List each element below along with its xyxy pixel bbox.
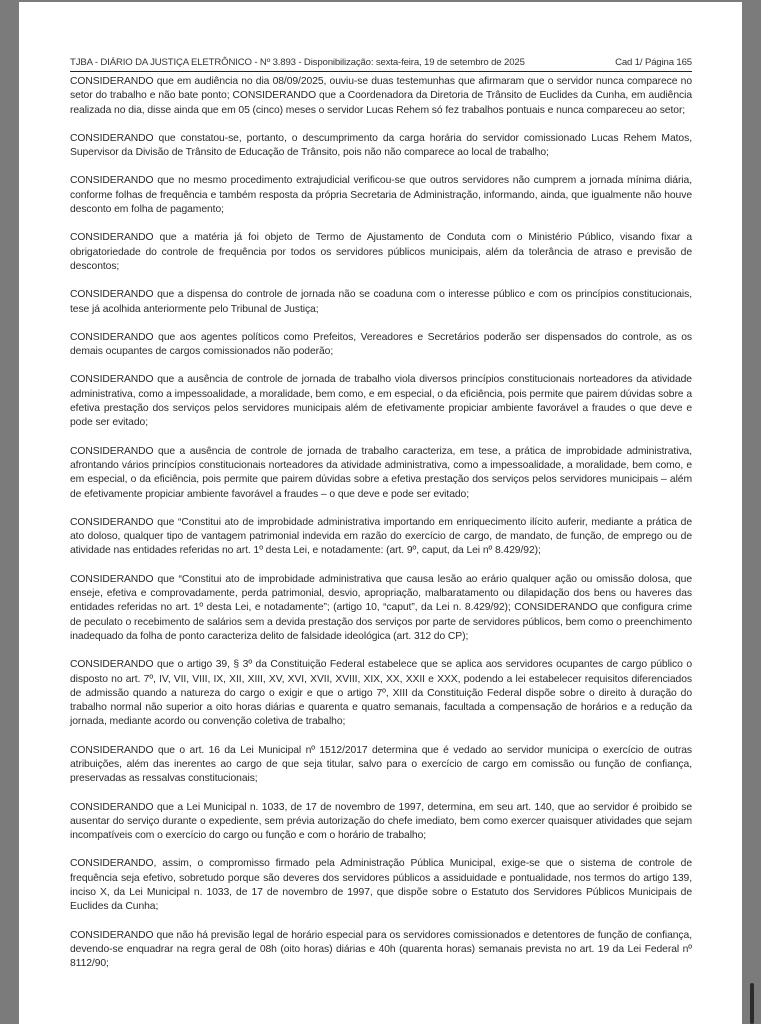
- paragraph: CONSIDERANDO que a dispensa do controle de jornada não se coaduna com o interesse público e com os princípios constitucionais, tese já acolhida anteriormente pelo Tribunal de Justiça;: [70, 289, 692, 315]
- paragraph: CONSIDERANDO que “Constitui ato de improbidade administrativa importando em enriquecimento ilícito auferir, mediante a prática de ato doloso, qualquer tipo de vantagem patrimonial indevida em razão do exercício de cargo, de mandato, de função, de emprego ou de atividade nas entidades referidas no art. 1º desta Lei, e notadamente: (art. 9º, caput, da Lei nº 8.429/92);: [70, 516, 692, 557]
- page-header: [70, 55, 692, 72]
- paragraph: CONSIDERANDO, assim, o compromisso firmado pela Administração Pública Municipal, exige-se que o sistema de controle de frequência seja efetivo, sobretudo porque são deveres dos servidores públicos a assiduidade e pontualidade, nos termos do artigo 139, inciso X, da Lei Municipal n. 1033, de 17 de novembro de 1997, que dispõe sobre o Estatuto dos Servidores Públicos Municipais de Euclides da Cunha;: [70, 858, 692, 913]
- paragraph: CONSIDERANDO que a ausência de controle de jornada de trabalho caracteriza, em tese, a prática de improbidade administrativa, afrontando vários princípios constitucionais norteadores da atividade administrativa, como a impessoalidade, a moralidade, bem como, e em especial, o da eficiência, pois permite que pairem dúvidas sobre a efetiva prestação dos serviços pelos servidores municipais – além de efetivamente propiciar ambiente favorável a fraudes – o que deve e pode ser evitado;: [70, 445, 692, 500]
- paragraph: CONSIDERANDO que no mesmo procedimento extrajudicial verificou-se que outros servidores não cumprem a jornada mínima diária, conforme folhas de frequência e também resposta da própria Secretaria de Administração, informando, ainda, que igualmente não houve desconto em folha de pagamento;: [70, 175, 692, 216]
- scrollbar-thumb[interactable]: [750, 983, 754, 1024]
- paragraph: CONSIDERANDO que o art. 16 da Lei Municipal nº 1512/2017 determina que é vedado ao servidor municipa o exercício de outras atribuições, além das inerentes ao cargo de que seja titular, salvo para o exercício de cargo em comissão ou função de confiança, preservadas as ressalvas constitucionais;: [70, 744, 692, 785]
- vertical-scrollbar[interactable]: [746, 0, 761, 1024]
- paragraph: CONSIDERANDO que constatou-se, portanto, o descumprimento da carga horária do servidor comissionado Lucas Rehem Matos, Supervisor da Divisão de Trânsito de Educação de Trânsito, pois não não comparece ao local de trabalho;: [70, 132, 692, 159]
- paragraph: CONSIDERANDO que a ausência de controle de jornada de trabalho viola diversos princípios constitucionais norteadores da atividade administrativa, como a impessoalidade, a moralidade, bem como, e em especial, o da eficiência, pois permite que pairem dúvidas sobre a efetiva prestação dos serviços pelos servidores municipais além de efetivamente propiciar ambiente favorável a fraudes o que deve e pode ser evitado;: [70, 374, 692, 429]
- paragraph: CONSIDERANDO que a matéria já foi objeto de Termo de Ajustamento de Conduta com o Ministério Público, visando fixar a obrigatoriedade do controle de frequência por todos os servidores públicos municipais, além da tolerância de atraso e previsão de descontos;: [70, 232, 692, 272]
- paragraph: CONSIDERANDO que não há previsão legal de horário especial para os servidores comissionados e detentores de função de confiança, devendo-se enquadrar na regra geral de 08h (oito horas) diárias e 40h (quarenta horas) semanais prevista no art. 19 da Lei Federal nº 8112/90;: [70, 929, 692, 970]
- paragraph: CONSIDERANDO que aos agentes políticos como Prefeitos, Vereadores e Secretários poderão ser dispensados do controle, as os demais ocupantes de cargos comissionados não poderão;: [70, 331, 692, 358]
- paragraph: CONSIDERANDO que em audiência no dia 08/09/2025, ouviu-se duas testemunhas que afirmaram que o servidor nunca comparece no setor do trabalho e não bate ponto; CONSIDERANDO que a Coordenadora da Diretoria de Trânsito de Euclides da Cunha, em audiência realizada no dia, disse ainda que em 05 (cinco) meses o servidor Lucas Rehem só fez trabalhos pontuais e nunca compareceu ao setor;: [70, 76, 692, 116]
- paragraph: CONSIDERANDO que o artigo 39, § 3º da Constituição Federal estabelece que se aplica aos servidores ocupantes de cargo público o disposto no art. 7º, IV, VII, VIII, IX, XII, XIII, XV, XVI, XVII, XVIII, XIX, XX, XXII e XXX, podendo a lei estabelecer requisitos diferenciados de admissão quando a natureza do cargo o exigir e que o artigo 7º, XIII da Constituição Federal dispõe sobre o direito à duração do trabalho normal não superior a oito horas diárias e quarenta e quatro semanais, facultada a compensação de horários e a redução da jornada, mediante acordo ou convenção coletiva de trabalho;: [70, 659, 692, 728]
- paragraph: CONSIDERANDO que “Constitui ato de improbidade administrativa que causa lesão ao erário qualquer ação ou omissão dolosa, que enseje, efetiva e comprovadamente, perda patrimonial, desvio, apropriação, malbaratamento ou dilapidação dos bens ou haveres das entidades referidas no art. 1º desta Lei, e notadamente”; (artigo 10, “caput”, da Lei n. 8.429/92); CONSIDERANDO que configura crime de peculato o recebimento de salários sem a devida prestação dos serviços por parte de servidores públicos, bem como o preenchimento inadequado da folha de ponto caracteriza delito de falsidade ideológica (art. 312 do CP);: [70, 573, 692, 642]
- document-page: [19, 2, 742, 1024]
- document-body: [70, 75, 692, 986]
- paragraph: CONSIDERANDO que a Lei Municipal n. 1033, de 17 de novembro de 1997, determina, em seu art. 140, que ao servidor é proibido se ausentar do serviço durante o expediente, sem prévia autorização do chefe imediato, bem como exercer quaisquer atividades que sejam incompatíveis com o exercício do cargo ou função e com o horário de trabalho;: [70, 801, 692, 842]
- journal-title: TJBA - DIÁRIO DA JUSTIÇA ELETRÔNICO - Nº 3.893 - Disponibilização: sexta-feira, 19 de setembro de 2025: [70, 57, 525, 68]
- page-number: Cad 1/ Página 165: [615, 57, 692, 68]
